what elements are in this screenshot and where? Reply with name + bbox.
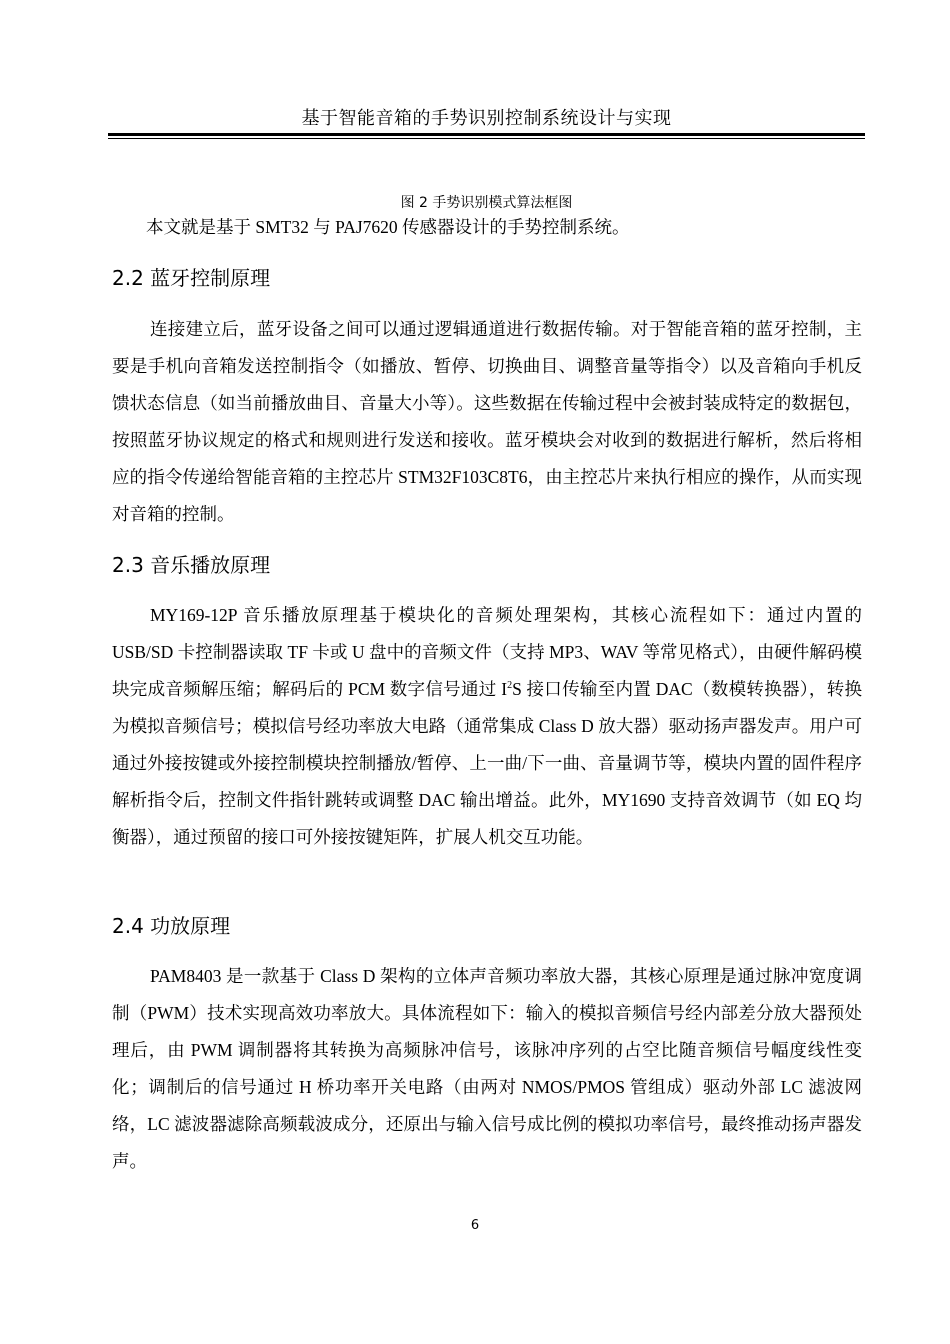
paragraph-music-part2: S 接口传输至内置 DAC（数模转换器），转换为模拟音频信号；模拟信号经功率放大电路（通常集成 Class D 放大器）驱动扬声器发声。用户可通过外接按键或外接控制模块控制播放/暂停、上一曲/下一曲、音量调节等，模块内置的固件程序解析指令后，控制文件指针跳转或调整 DAC 输出增益。此外，MY1690 支持音效调节（如 EQ 均衡器），通过预留的接口可外接按键矩阵，扩展人机交互功能。 [112, 679, 862, 847]
paragraph-music [112, 597, 862, 856]
paragraph-bluetooth: 连接建立后，蓝牙设备之间可以通过逻辑通道进行数据传输。对于智能音箱的蓝牙控制，主要是手机向音箱发送控制指令（如播放、暂停、切换曲目、调整音量等指令）以及音箱向手机反馈状态信息（如当前播放曲目、音量大小等）。这些数据在传输过程中会被封装成特定的数据包，按照蓝牙协议规定的格式和规则进行发送和接收。蓝牙模块会对收到的数据进行解析，然后将相应的指令传递给智能音箱的主控芯片 STM32F103C8T6，由主控芯片来执行相应的操作，从而实现对音箱的控制。 [112, 319, 862, 524]
paragraph-amplifier: PAM8403 是一款基于 Class D 架构的立体声音频功率放大器，其核心原理是通过脉冲宽度调制（PWM）技术实现高效功率放大。具体流程如下：输入的模拟音频信号经内部差分放大器预处理后，由 PWM 调制器将其转换为高频脉冲信号，该脉冲序列的占空比随音频信号幅度线性变化；调制后的信号通过 H 桥功率开关电路（由两对 NMOS/PMOS 管组成）驱动外部 LC 滤波网络，LC 滤波器滤除高频载波成分，还原出与输入信号成比例的模拟功率信号，最终推动扬声器发声。 [112, 966, 862, 1171]
section-title-music: 2.3 音乐播放原理 [112, 553, 271, 577]
header-rule-thin [108, 138, 865, 139]
running-header: 基于智能音箱的手势识别控制系统设计与实现 [301, 108, 672, 128]
paragraph-music-part1: MY169-12P 音乐播放原理基于模块化的音频处理架构，其核心流程如下：通过内置的 USB/SD 卡控制器读取 TF 卡或 U 盘中的音频文件（支持 MP3、WAV 等常见格式），由硬件解码模块完成音频解压缩；解码后的 PCM 数字信号通过 I [112, 605, 862, 699]
section-title-amplifier: 2.4 功放原理 [112, 914, 231, 938]
header-rule-thick [108, 133, 865, 136]
page-number: 6 [470, 1218, 480, 1233]
superscript-2: 2 [507, 680, 513, 692]
intro-sentence: 本文就是基于 SMT32 与 PAJ7620 传感器设计的手势控制系统。 [146, 217, 630, 237]
figure-caption: 图 2 手势识别模式算法框图 [400, 195, 573, 211]
section-title-bluetooth: 2.2 蓝牙控制原理 [112, 266, 271, 290]
